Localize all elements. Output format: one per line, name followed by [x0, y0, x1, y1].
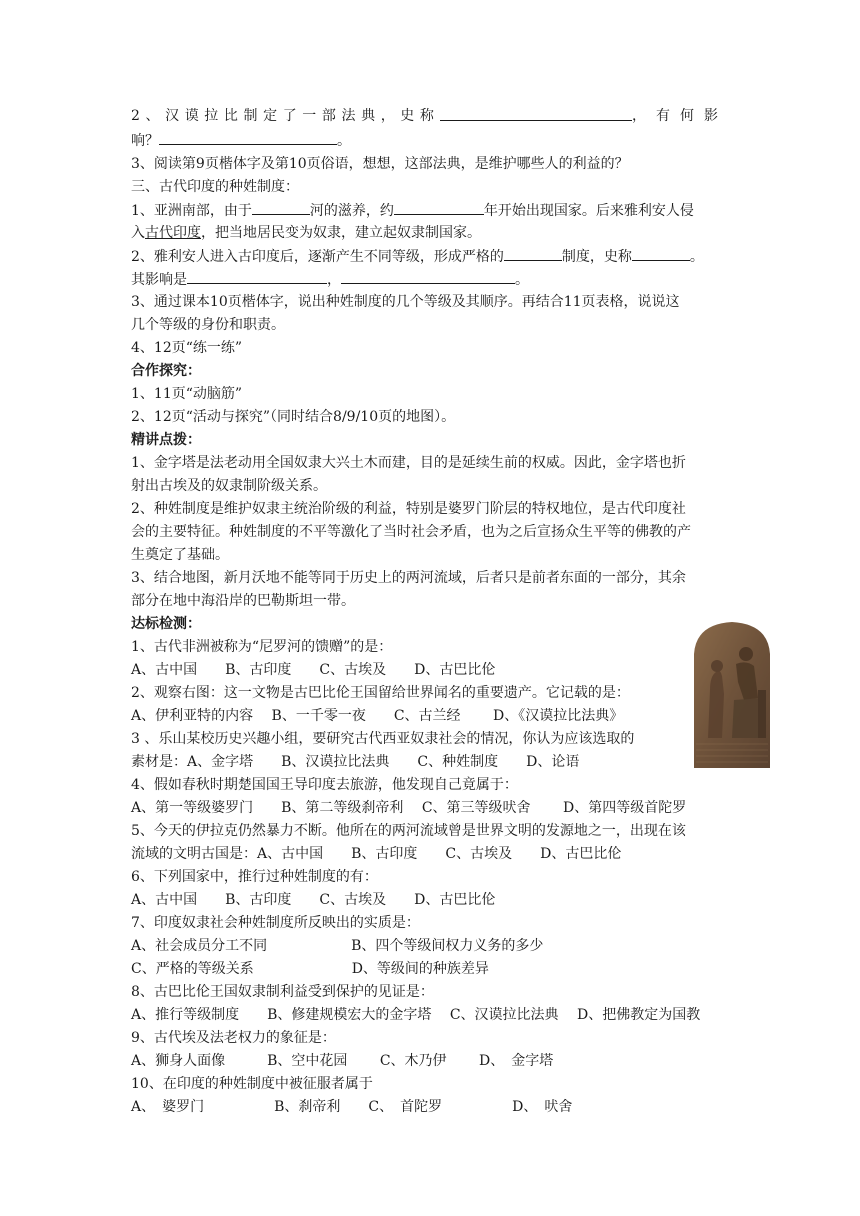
explain-p2-line2: 会的主要特征。种姓制度的不平等激化了当时社会矛盾，也为之后宣扬众生平等的佛教的产 — [131, 524, 691, 540]
test-q10: 10、在印度的种姓制度中被征服者属于 — [131, 1076, 373, 1092]
explain-p1-line1: 1、金字塔是法老动用全国奴隶大兴土木而建，目的是延续生前的权威。因此，金字塔也折 — [131, 455, 686, 471]
q2-blank-influence[interactable] — [159, 130, 337, 145]
hammurabi-stele-image — [688, 620, 776, 768]
india2-blank-name[interactable] — [632, 246, 690, 261]
india2-text-a: 2、雅利安人进入古印度后，逐渐产生不同等级，形成严格的 — [131, 249, 504, 265]
test-q9-options: A、狮身人面像 B、空中花园 C、木乃伊 D、 金字塔 — [131, 1053, 554, 1069]
coop-item-1: 1、11页“动脑筋” — [131, 386, 243, 402]
test-q8: 8、古巴比伦王国奴隶制利益受到保护的见证是： — [131, 984, 434, 1000]
q2-text-c: 响？ — [131, 133, 159, 149]
india1-text-f: ，把当地居民变为奴隶，建立起奴隶制国家。 — [201, 225, 481, 241]
india2-text-f: 。 — [515, 272, 529, 288]
explain-p1-line2: 射出古埃及的奴隶制阶级关系。 — [131, 478, 327, 494]
q2-line2 — [131, 130, 731, 151]
test-q10-options: A、 婆罗门 B、刹帝利 C、 首陀罗 D、 吠舍 — [131, 1099, 573, 1115]
india1-blank-river[interactable] — [252, 200, 310, 215]
india1-line2 — [131, 223, 731, 243]
india1-underlined-text: 古代印度 — [145, 225, 201, 241]
test-heading: 达标检测： — [131, 616, 201, 632]
india2-text-e: ， — [327, 272, 341, 288]
test-q4-options: A、第一等级婆罗门 B、第二等级刹帝利 C、第三等级吠舍 D、第四等级首陀罗 — [131, 800, 687, 816]
coop-item-2: 2、12页“活动与探究”（同时结合8/9/10页的地图）。 — [131, 409, 456, 425]
india4-line: 4、12页“练一练” — [131, 340, 243, 356]
india1-text-a: 1、亚洲南部，由于 — [131, 203, 252, 219]
q3-line: 3、阅读第9页楷体字及第10页俗语，想想，这部法典，是维护哪些人的利益的？ — [131, 156, 629, 172]
india2-text-c: 。 — [689, 249, 704, 265]
explain-p2-line1: 2、种姓制度是维护奴隶主统治阶级的利益，特别是婆罗门阶层的特权地位，是古代印度社 — [131, 501, 686, 517]
test-q2-options: A、伊利亚特的内容 B、一千零一夜 C、古兰经 D、《汉谟拉比法典》 — [131, 708, 624, 724]
explain-heading: 精讲点拨： — [131, 432, 201, 448]
india1-text-d: 入 — [131, 225, 145, 241]
test-q6-options: A、古中国 B、古印度 C、古埃及 D、古巴比伦 — [131, 892, 496, 908]
test-q5-options: 流域的文明古国是：A、古中国 B、古印度 C、古埃及 D、古巴比伦 — [131, 846, 622, 862]
test-q7-options-1: A、社会成员分工不同 B、四个等级间权力义务的多少 — [131, 938, 544, 954]
test-q7-options-2: C、严格的等级关系 D、等级间的种族差异 — [131, 961, 489, 977]
test-q5: 5、今天的伊拉克仍然暴力不断。他所在的两河流域曾是世界文明的发源地之一，出现在该 — [131, 823, 686, 839]
india2-line1 — [131, 246, 731, 267]
india2-text-d: 其影响是 — [131, 272, 187, 288]
india2-line2 — [131, 269, 731, 290]
india1-text-c: 年开始出现国家。后来雅利安人侵 — [483, 203, 694, 219]
explain-p3-line1: 3、结合地图，新月沃地不能等同于历史上的两河流域，后者只是前者东面的一部分，其余 — [131, 570, 686, 586]
q2-text-b: ，有何影 — [632, 108, 728, 124]
india1-text-b: 河的滋养，约 — [309, 203, 394, 219]
india2-blank-effect1[interactable] — [187, 269, 327, 284]
test-q3: 3 、乐山某校历史兴趣小组，要研究古代西亚奴隶社会的情况，你认为应该选取的 — [131, 731, 635, 747]
test-q6: 6、下列国家中，推行过种姓制度的有： — [131, 869, 378, 885]
test-q4: 4、假如春秋时期楚国国王导印度去旅游，他发现自己竟属于： — [131, 777, 518, 793]
test-q2: 2、观察右图：这一文物是古巴比伦王国留给世界闻名的重要遗产。它记载的是： — [131, 685, 630, 701]
explain-p3-line2: 部分在地中海沿岸的巴勒斯坦一带。 — [131, 593, 355, 609]
test-q9: 9、古代埃及法老权力的象征是： — [131, 1030, 336, 1046]
q2-blank-title[interactable] — [440, 106, 632, 121]
india1-blank-year[interactable] — [394, 200, 484, 215]
india3-line2: 几个等级的身份和职责。 — [131, 317, 285, 333]
q2-text-a: 2、汉谟拉比制定了一部法典，史称 — [131, 108, 440, 124]
coop-heading: 合作探究： — [131, 363, 201, 379]
section3-heading: 三、古代印度的种姓制度： — [131, 179, 299, 195]
india1-line1 — [131, 200, 731, 221]
india2-blank-effect2[interactable] — [341, 269, 515, 284]
test-q1-options: A、古中国 B、古印度 C、古埃及 D、古巴比伦 — [131, 662, 496, 678]
india3-line1: 3、通过课本10页楷体字，说出种姓制度的几个等级及其顺序。再结合11页表格，说说这 — [131, 294, 680, 310]
explain-p2-line3: 生奠定了基础。 — [131, 547, 229, 563]
test-q8-options: A、推行等级制度 B、修建规模宏大的金字塔 C、汉谟拉比法典 D、把佛教定为国教 — [131, 1007, 701, 1023]
q2-line1 — [131, 106, 731, 126]
test-q3-options: 素材是：A、金字塔 B、汉谟拉比法典 C、种姓制度 D、论语 — [131, 754, 580, 770]
india2-blank-system[interactable] — [504, 246, 562, 261]
test-q7: 7、印度奴隶社会种姓制度所反映出的实质是： — [131, 915, 420, 931]
q2-text-d: 。 — [337, 133, 351, 149]
test-q1: 1、古代非洲被称为“尼罗河的馈赠”的是： — [131, 639, 393, 655]
india2-text-b: 制度，史称 — [561, 249, 632, 265]
